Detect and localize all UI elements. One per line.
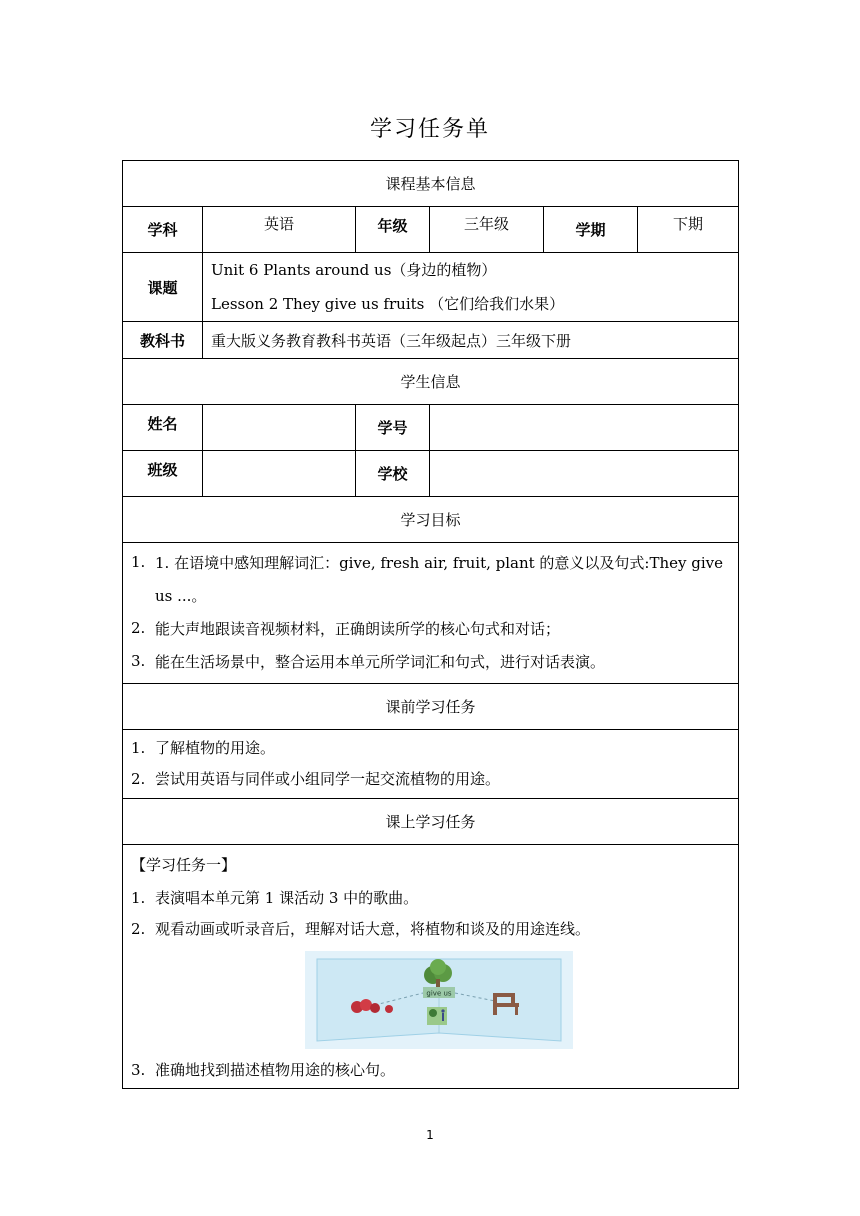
textbook-value: 重大版义务教育教科书英语（三年级起点）三年级下册 bbox=[203, 322, 739, 359]
class-field[interactable] bbox=[203, 451, 356, 497]
student-id-field[interactable] bbox=[430, 405, 739, 451]
course-info-header: 课程基本信息 bbox=[123, 161, 739, 207]
list-item: 2. 观看动画或听录音后，理解对话大意，将植物和谈及的用途连线。 bbox=[131, 920, 591, 938]
term-value: 下期 bbox=[638, 207, 739, 253]
student-id-label: 学号 bbox=[356, 405, 430, 451]
name-label: 姓名 bbox=[123, 405, 203, 451]
give-us-label: give us bbox=[426, 989, 452, 998]
name-field[interactable] bbox=[203, 405, 356, 451]
topic-line-2: Lesson 2 They give us fruits （它们给我们水果） bbox=[211, 295, 565, 313]
school-label: 学校 bbox=[356, 451, 430, 497]
list-item: 2. 尝试用英语与同伴或小组同学一起交流植物的用途。 bbox=[131, 770, 501, 788]
list-item: 1. 1. 在语境中感知理解词汇：give, fresh air, fruit, plant 的意义以及句式:They give us ...。 bbox=[131, 553, 724, 605]
student-info-header: 学生信息 bbox=[123, 359, 739, 405]
plants-illustration bbox=[305, 951, 573, 1049]
topic-value bbox=[203, 253, 739, 322]
in-class-header: 课上学习任务 bbox=[123, 799, 739, 845]
task-sheet-table bbox=[122, 160, 739, 1089]
task-one-title: 【学习任务一】 bbox=[131, 856, 237, 874]
list-item: 1. 了解植物的用途。 bbox=[131, 739, 276, 757]
list-item: 2. 能大声地跟读音视频材料，正确朗读所学的核心句式和对话； bbox=[131, 619, 561, 638]
pre-class-header: 课前学习任务 bbox=[123, 684, 739, 730]
goals-header: 学习目标 bbox=[123, 497, 739, 543]
class-label: 班级 bbox=[123, 451, 203, 497]
in-class-list-cont bbox=[131, 1055, 730, 1086]
list-item: 3. 能在生活场景中，整合运用本单元所学词汇和句式，进行对话表演。 bbox=[131, 652, 606, 671]
pre-class-content bbox=[123, 730, 739, 799]
grade-value: 三年级 bbox=[430, 207, 544, 253]
school-field[interactable] bbox=[430, 451, 739, 497]
goals-content bbox=[123, 543, 739, 684]
pre-class-list bbox=[131, 733, 730, 795]
in-class-content bbox=[123, 845, 739, 1089]
in-class-list bbox=[131, 883, 730, 945]
list-item: 1. 表演唱本单元第 1 课活动 3 中的歌曲。 bbox=[131, 889, 419, 907]
plants-matching-image bbox=[305, 951, 573, 1049]
textbook-label: 教科书 bbox=[123, 322, 203, 359]
subject-value: 英语 bbox=[203, 207, 356, 253]
list-item: 3. 准确地找到描述植物用途的核心句。 bbox=[131, 1061, 396, 1079]
park-scene-icon bbox=[427, 1007, 447, 1025]
goals-list bbox=[131, 547, 730, 679]
term-label: 学期 bbox=[544, 207, 638, 253]
topic-line-1: Unit 6 Plants around us（身边的植物） bbox=[211, 261, 497, 279]
page-number: 1 bbox=[426, 1128, 434, 1142]
grade-label: 年级 bbox=[356, 207, 430, 253]
subject-label: 学科 bbox=[123, 207, 203, 253]
page-title: 学习任务单 bbox=[369, 117, 490, 142]
topic-label: 课题 bbox=[123, 253, 203, 322]
